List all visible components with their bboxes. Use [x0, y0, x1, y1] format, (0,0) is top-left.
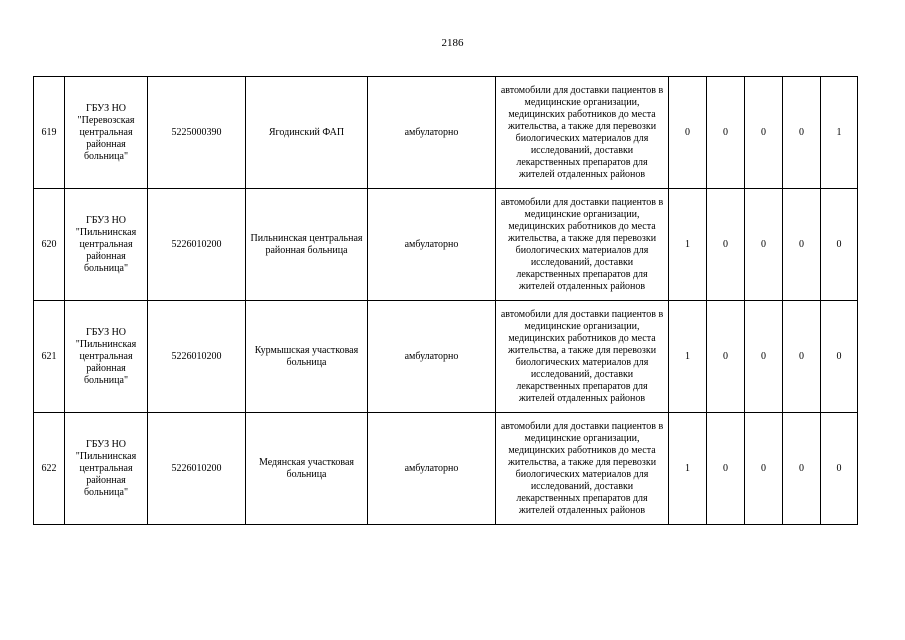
table-row	[34, 301, 858, 413]
purpose-cell: автомобили для доставки пациентов в медицинские организации, медицинских работников до места жительства, а также для перевозки биологических материалов для исследований, доставки лекарственных препаратов для жителей отдаленных районов	[496, 77, 669, 189]
value-cell-2: 0	[707, 301, 745, 413]
table-row	[34, 413, 858, 525]
value-cell-3: 0	[745, 413, 783, 525]
organization-cell: ГБУЗ НО "Пильнинская центральная районная больница"	[65, 301, 148, 413]
value-cell-1: 1	[669, 189, 707, 301]
value-cell-5: 0	[821, 189, 858, 301]
care-type-cell: амбулаторно	[368, 301, 496, 413]
purpose-cell: автомобили для доставки пациентов в медицинские организации, медицинских работников до места жительства, а также для перевозки биологических материалов для исследований, доставки лекарственных препаратов для жителей отдаленных районов	[496, 413, 669, 525]
row-number-cell: 622	[34, 413, 65, 525]
care-type-cell: амбулаторно	[368, 413, 496, 525]
unit-cell: Ягодинский ФАП	[246, 77, 368, 189]
unit-cell: Курмышская участковая больница	[246, 301, 368, 413]
inn-cell: 5226010200	[148, 189, 246, 301]
organization-cell: ГБУЗ НО "Пильнинская центральная районная больница"	[65, 413, 148, 525]
table-body	[34, 77, 858, 525]
table-row	[34, 189, 858, 301]
care-type-cell: амбулаторно	[368, 77, 496, 189]
row-number-cell: 620	[34, 189, 65, 301]
purpose-cell: автомобили для доставки пациентов в медицинские организации, медицинских работников до места жительства, а также для перевозки биологических материалов для исследований, доставки лекарственных препаратов для жителей отдаленных районов	[496, 189, 669, 301]
value-cell-1: 1	[669, 301, 707, 413]
unit-cell: Медянская участковая больница	[246, 413, 368, 525]
inn-cell: 5226010200	[148, 413, 246, 525]
value-cell-3: 0	[745, 77, 783, 189]
row-number-cell: 621	[34, 301, 65, 413]
inn-cell: 5225000390	[148, 77, 246, 189]
page-number: 2186	[441, 37, 464, 49]
care-type-cell: амбулаторно	[368, 189, 496, 301]
row-number-cell: 619	[34, 77, 65, 189]
data-table	[33, 76, 858, 525]
value-cell-2: 0	[707, 189, 745, 301]
value-cell-4: 0	[783, 413, 821, 525]
value-cell-1: 0	[669, 77, 707, 189]
table-row	[34, 77, 858, 189]
value-cell-2: 0	[707, 413, 745, 525]
value-cell-4: 0	[783, 301, 821, 413]
value-cell-5: 0	[821, 301, 858, 413]
value-cell-3: 0	[745, 301, 783, 413]
value-cell-3: 0	[745, 189, 783, 301]
value-cell-4: 0	[783, 189, 821, 301]
organization-cell: ГБУЗ НО "Пильнинская центральная районная больница"	[65, 189, 148, 301]
value-cell-1: 1	[669, 413, 707, 525]
value-cell-2: 0	[707, 77, 745, 189]
value-cell-4: 0	[783, 77, 821, 189]
value-cell-5: 1	[821, 77, 858, 189]
inn-cell: 5226010200	[148, 301, 246, 413]
purpose-cell: автомобили для доставки пациентов в медицинские организации, медицинских работников до места жительства, а также для перевозки биологических материалов для исследований, доставки лекарственных препаратов для жителей отдаленных районов	[496, 301, 669, 413]
organization-cell: ГБУЗ НО "Перевозская центральная районная больница"	[65, 77, 148, 189]
value-cell-5: 0	[821, 413, 858, 525]
unit-cell: Пильнинская центральная районная больница	[246, 189, 368, 301]
